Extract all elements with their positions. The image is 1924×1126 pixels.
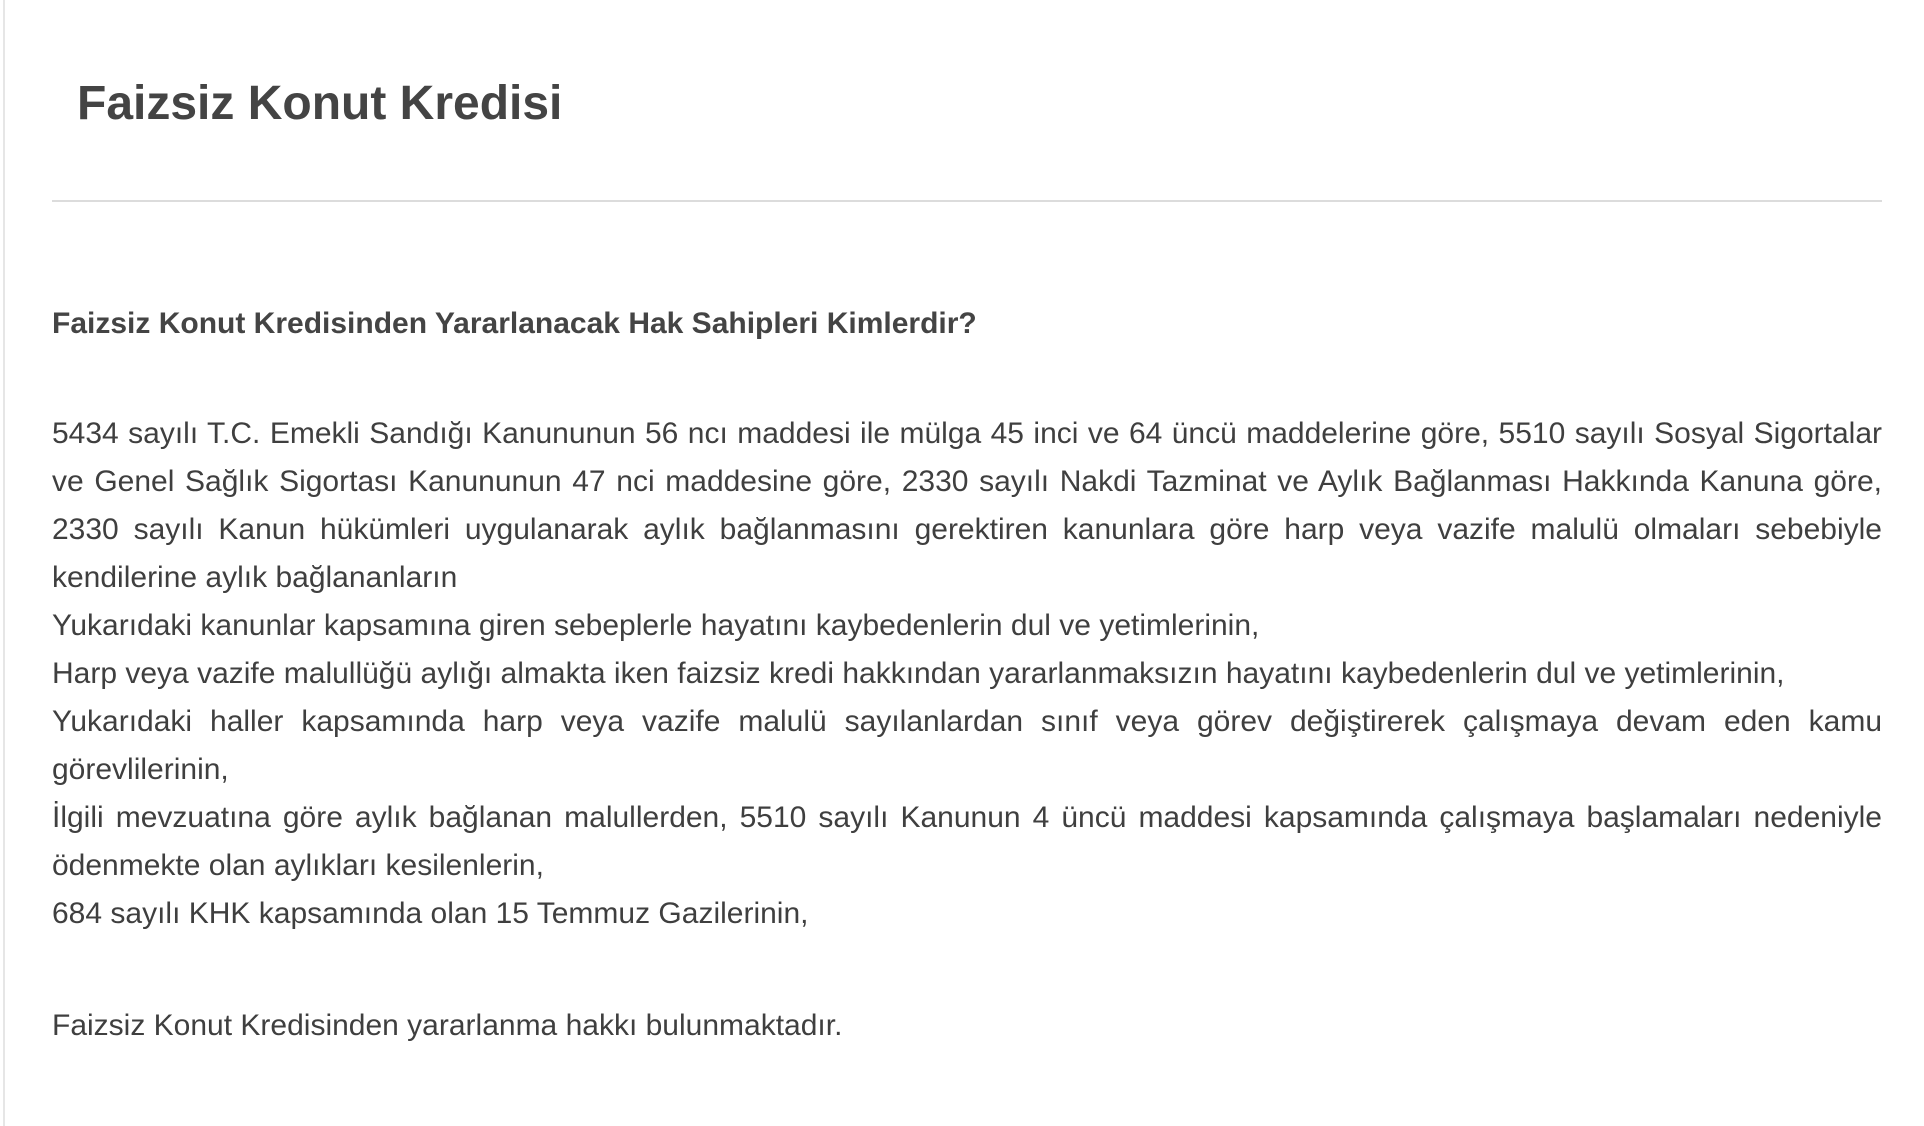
left-border [3,0,5,1126]
list-item: İlgili mevzuatına göre aylık bağlanan malullerden, 5510 sayılı Kanunun 4 üncü maddesi kapsamında çalışmaya başlamaları nedeniyle ödenmekte olan aylıkları kesilenlerin, [52,801,1882,882]
intro-paragraph: 5434 sayılı T.C. Emekli Sandığı Kanununun 56 ncı maddesi ile mülga 45 inci ve 64 üncü maddelerine göre, 5510 sayılı Sosyal Sigortalar ve Genel Sağlık Sigortası Kanununun 47 nci maddesine göre, 2330 sayılı Nakdi Tazminat ve Aylık Bağlanması Hakkında Kanuna göre, 2330 sayılı Kanun hükümleri uygulanarak aylık bağlanmasını gerektiren kanunlara göre harp veya vazife malulü olmaları sebebiyle kendilerine aylık bağlananların [52,417,1882,594]
article-body [52,300,1882,1080]
list-item: Harp veya vazife malullüğü aylığı almakta iken faizsiz kredi hakkından yararlanmaksızın hayatını kaybedenlerin dul ve yetimlerinin, [52,657,1785,690]
list-item: 684 sayılı KHK kapsamında olan 15 Temmuz Gazilerinin, [52,897,809,930]
page-title: Faizsiz Konut Kredisi [77,77,563,130]
list-item: Yukarıdaki haller kapsamında harp veya vazife malulü sayılanlardan sınıf veya görev değiştirerek çalışmaya devam eden kamu görevlilerinin, [52,705,1882,786]
list-item: Yukarıdaki kanunlar kapsamına giren sebeplerle hayatını kaybedenlerin dul ve yetimlerinin, [52,609,1260,642]
title-divider [52,200,1882,202]
section-heading: Faizsiz Konut Kredisinden Yararlanacak Hak Sahipleri Kimlerdir? [52,307,977,340]
closing-statement: Faizsiz Konut Kredisinden yararlanma hakkı bulunmaktadır. [52,1009,843,1042]
